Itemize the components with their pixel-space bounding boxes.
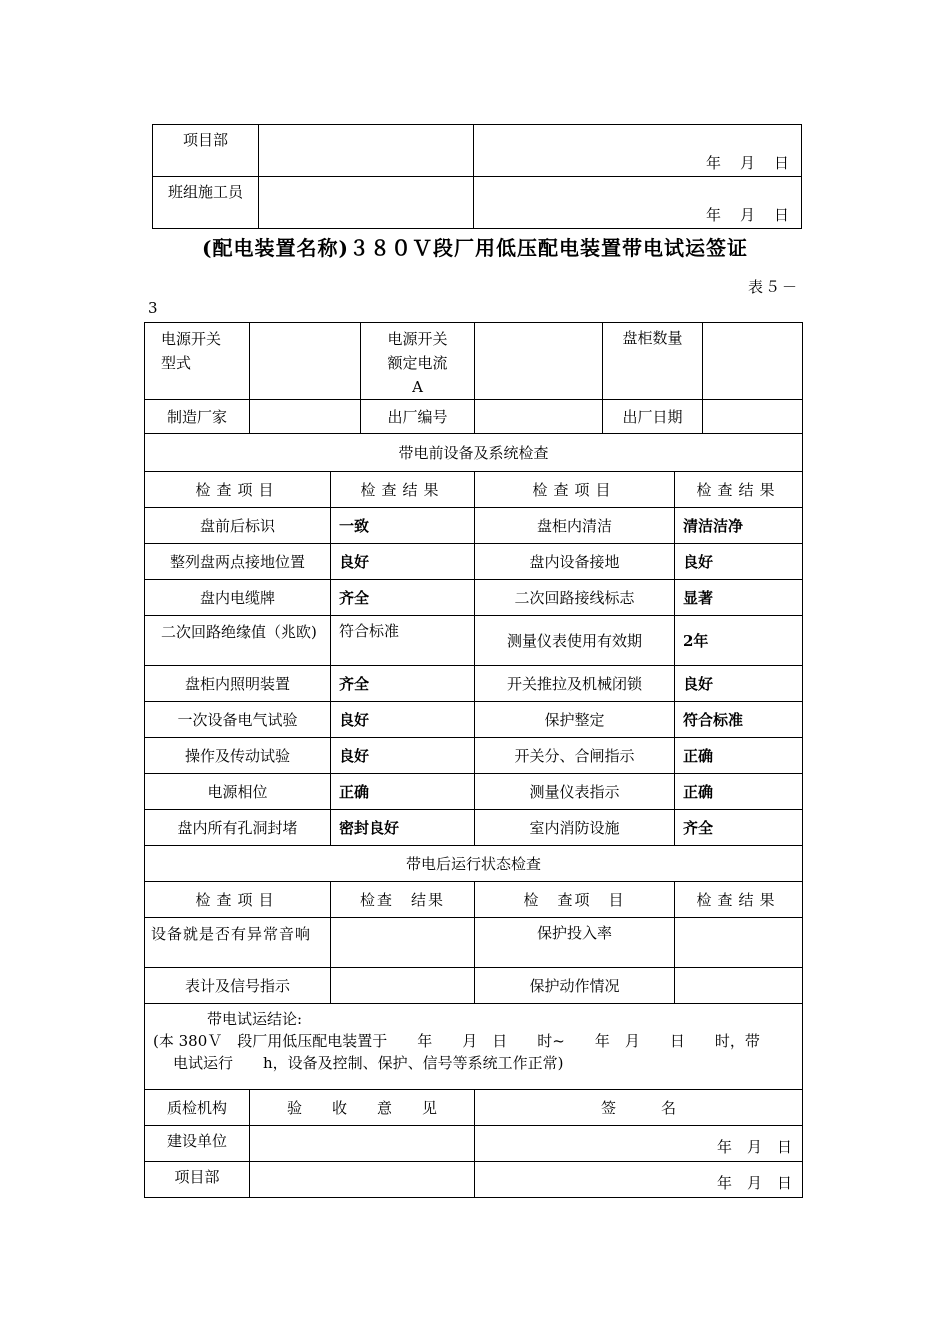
team-builder-label: 班组施工员 [153,177,259,229]
pre-check-item: 盘柜内照明装置 [145,666,331,702]
pre-check-result[interactable]: 清洁洁净 [675,508,803,544]
table-row [153,125,802,177]
pre-check-item: 测量仪表指示 [475,774,675,810]
pre-check-result[interactable]: 良好 [675,666,803,702]
conclusion-heading: 带电试运结论: [207,1010,303,1028]
pre-check-item: 一次设备电气试验 [145,702,331,738]
table-row [145,472,803,508]
pre-check-section-title: 带电前设备及系统检查 [145,434,803,472]
pre-check-item: 保护整定 [475,702,675,738]
post-check-section-title: 带电后运行状态检查 [145,846,803,882]
serial-value[interactable] [475,400,603,434]
conclusion-line-2: 电试运行 h，设备及控制、保护、信号等系统工作正常) [173,1054,564,1072]
pre-check-result[interactable]: 良好 [675,544,803,580]
pre-col-result-header: 检查结果 [331,472,475,508]
project-dept-sign-date: 年 月 日 [475,1162,803,1198]
post-col-item-header-2: 检 查项 目 [475,882,675,918]
post-result-meters-signals[interactable] [331,968,475,1004]
signature-header: 签 名 [475,1090,803,1126]
pre-check-result[interactable]: 正确 [675,774,803,810]
pre-check-result[interactable]: 齐全 [331,666,475,702]
post-col-result-header-2: 检查结果 [675,882,803,918]
switch-model-label: 电源开关型式 [145,323,250,400]
pre-check-result[interactable]: 符合标准 [675,702,803,738]
project-dept-label: 项目部 [153,125,259,177]
pre-col-item-header: 检查项目 [145,472,331,508]
table-row [145,616,803,666]
table-row [145,580,803,616]
table-row [145,1004,803,1090]
project-dept-sign-opinion[interactable] [250,1162,475,1198]
owner-unit-date: 年 月 日 [475,1126,803,1162]
table-row [145,774,803,810]
commissioning-form-table [144,322,803,1198]
owner-unit-label: 建设单位 [145,1126,250,1162]
table-row [145,1126,803,1162]
pre-check-item: 盘内电缆牌 [145,580,331,616]
post-result-protection-rate[interactable] [675,918,803,968]
acceptance-opinion-header: 验 收 意 见 [250,1090,475,1126]
switch-current-label: 电源开关额定电流A [361,323,475,400]
pre-check-item: 二次回路接线标志 [475,580,675,616]
table-row [145,1162,803,1198]
table-row [145,323,803,400]
pre-check-item: 开关分、合闸指示 [475,738,675,774]
pre-check-item: 测量仪表使用有效期 [475,616,675,666]
form-number-cont: 3 [148,299,158,317]
pre-check-item: 二次回路绝缘值（兆欧) [145,616,331,666]
cabinet-count-value[interactable] [703,323,803,400]
pre-check-item: 整列盘两点接地位置 [145,544,331,580]
pre-check-item: 操作及传动试验 [145,738,331,774]
pre-check-item: 室内消防设施 [475,810,675,846]
table-row [145,810,803,846]
table-row [145,434,803,472]
pre-check-result[interactable]: 符合标准 [331,616,475,666]
factory-date-label: 出厂日期 [603,400,703,434]
cabinet-count-label: 盘柜数量 [603,323,703,400]
post-item-protection-rate: 保护投入率 [475,918,675,968]
table-row [145,918,803,968]
table-row [145,400,803,434]
project-dept-sign-label: 项目部 [145,1162,250,1198]
post-col-item-header: 检查项目 [145,882,331,918]
pre-check-result[interactable]: 良好 [331,544,475,580]
pre-check-result[interactable]: 齐全 [675,810,803,846]
table-row [145,846,803,882]
pre-check-item: 盘柜内清洁 [475,508,675,544]
pre-check-result[interactable]: 一致 [331,508,475,544]
post-item-protection-action: 保护动作情况 [475,968,675,1004]
pre-check-item: 开关推拉及机械闭锁 [475,666,675,702]
factory-date-value[interactable] [703,400,803,434]
pre-check-item: 盘内设备接地 [475,544,675,580]
owner-unit-opinion[interactable] [250,1126,475,1162]
serial-label: 出厂编号 [361,400,475,434]
qc-org-label: 质检机构 [145,1090,250,1126]
team-builder-opinion-cell[interactable] [259,177,474,229]
project-dept-date: 年 月 日 [474,125,802,177]
pre-check-result[interactable]: 正确 [675,738,803,774]
post-item-abnormal-sound: 设备就是否有异常音响 [145,918,331,968]
pre-check-result[interactable]: 良好 [331,702,475,738]
table-row [145,544,803,580]
form-number: 表５－ [748,278,800,296]
post-item-meters-signals: 表计及信号指示 [145,968,331,1004]
pre-check-rows [145,508,803,846]
table-row [153,177,802,229]
switch-model-value[interactable] [250,323,361,400]
pre-check-result[interactable]: 2年 [675,616,803,666]
table-row [145,702,803,738]
page-title: (配电装置名称)３８０Ｖ段厂用低压配电装置带电试运签证 [202,236,748,260]
table-row [145,666,803,702]
team-builder-date: 年 月 日 [474,177,802,229]
pre-check-result[interactable]: 密封良好 [331,810,475,846]
pre-check-result[interactable]: 正确 [331,774,475,810]
post-col-result-header: 检查 结果 [331,882,475,918]
table-row [145,738,803,774]
table-row [145,508,803,544]
pre-check-item: 盘内所有孔洞封堵 [145,810,331,846]
manufacturer-label: 制造厂家 [145,400,250,434]
pre-col-result-header-2: 检查结果 [675,472,803,508]
table-row [145,1090,803,1126]
pre-check-result[interactable]: 良好 [331,738,475,774]
table-row [145,882,803,918]
post-result-protection-action[interactable] [675,968,803,1004]
project-dept-opinion-cell[interactable] [259,125,474,177]
manufacturer-value[interactable] [250,400,361,434]
table-row [145,968,803,1004]
pre-check-result[interactable]: 齐全 [331,580,475,616]
switch-current-value[interactable] [475,323,603,400]
pre-col-item-header-2: 检查项目 [475,472,675,508]
conclusion-line-1: (本 380Ｖ 段厂用低压配电装置于 年 月 日 时~ 年 月 日 时，带 [153,1032,760,1050]
pre-check-item: 盘前后标识 [145,508,331,544]
post-result-abnormal-sound[interactable] [331,918,475,968]
top-sign-table [152,124,802,229]
conclusion-cell[interactable] [145,1004,803,1090]
pre-check-item: 电源相位 [145,774,331,810]
pre-check-result[interactable]: 显著 [675,580,803,616]
